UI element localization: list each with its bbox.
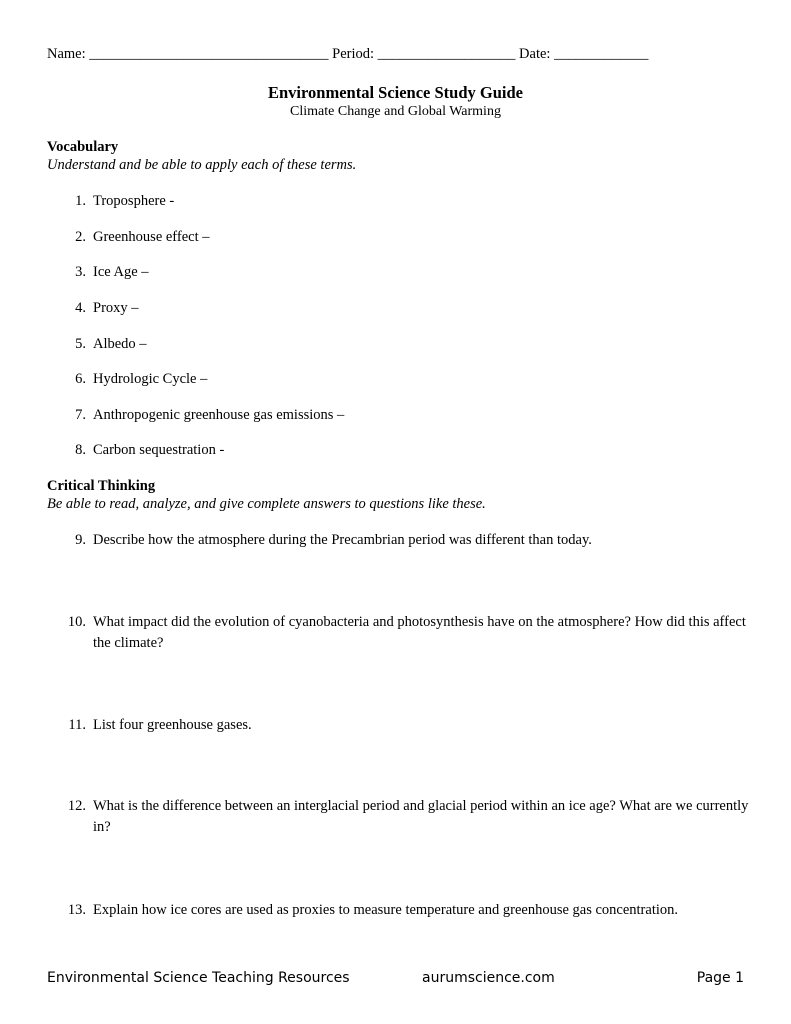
item-text: Ice Age – bbox=[93, 264, 149, 280]
item-text: Explain how ice cores are used as proxies to measure temperature and greenhouse gas concentration. bbox=[93, 902, 679, 918]
item-number: 7. bbox=[75, 407, 86, 423]
item-text: List four greenhouse gases. bbox=[93, 717, 252, 733]
item-text: Proxy – bbox=[93, 300, 139, 316]
footer-page-number: Page 1 bbox=[696, 970, 744, 986]
item-number: 1. bbox=[75, 193, 86, 209]
item-text: Troposphere - bbox=[93, 193, 175, 209]
critical-thinking-instruction: Be able to read, analyze, and give complete answers to questions like these. bbox=[47, 496, 486, 512]
item-number: 8. bbox=[75, 442, 86, 458]
item-number: 4. bbox=[75, 300, 86, 316]
period-label: Period: bbox=[332, 46, 375, 62]
item-text: What impact did the evolution of cyanobacteria and photosynthesis have on the atmosphere? How did this affect the climate? bbox=[93, 614, 746, 651]
item-text: Hydrologic Cycle – bbox=[93, 371, 208, 387]
name-blank: _________________________________ bbox=[89, 46, 329, 62]
date-blank: _____________ bbox=[554, 46, 649, 62]
vocabulary-heading: Vocabulary bbox=[47, 139, 119, 155]
item-number: 12. bbox=[67, 798, 86, 814]
item-text: Albedo – bbox=[93, 336, 147, 352]
item-number: 2. bbox=[75, 229, 86, 245]
item-text: Describe how the atmosphere during the Precambrian period was different than today. bbox=[93, 532, 592, 548]
item-number: 9. bbox=[75, 532, 86, 548]
item-number: 10. bbox=[67, 614, 86, 630]
item-text: What is the difference between an interglacial period and glacial period within an ice age? What are we currently in? bbox=[93, 798, 749, 835]
footer-publisher: Environmental Science Teaching Resources bbox=[47, 970, 350, 986]
item-text: Anthropogenic greenhouse gas emissions – bbox=[93, 407, 345, 423]
page-subtitle: Climate Change and Global Warming bbox=[290, 104, 501, 119]
item-number: 6. bbox=[75, 371, 86, 387]
item-text: Greenhouse effect – bbox=[93, 229, 210, 245]
period-blank: ___________________ bbox=[377, 46, 516, 62]
name-label: Name: bbox=[47, 46, 86, 62]
item-number: 13. bbox=[67, 902, 86, 918]
vocabulary-instruction: Understand and be able to apply each of these terms. bbox=[47, 157, 357, 173]
footer-website: aurumscience.com bbox=[422, 970, 555, 986]
page-title: Environmental Science Study Guide bbox=[267, 83, 524, 102]
item-number: 5. bbox=[75, 336, 86, 352]
critical-thinking-heading: Critical Thinking bbox=[47, 478, 156, 494]
date-label: Date: bbox=[519, 46, 551, 62]
item-number: 11. bbox=[68, 717, 86, 733]
item-number: 3. bbox=[75, 264, 86, 280]
student-info-line bbox=[47, 46, 648, 63]
item-text: Carbon sequestration - bbox=[93, 442, 225, 458]
